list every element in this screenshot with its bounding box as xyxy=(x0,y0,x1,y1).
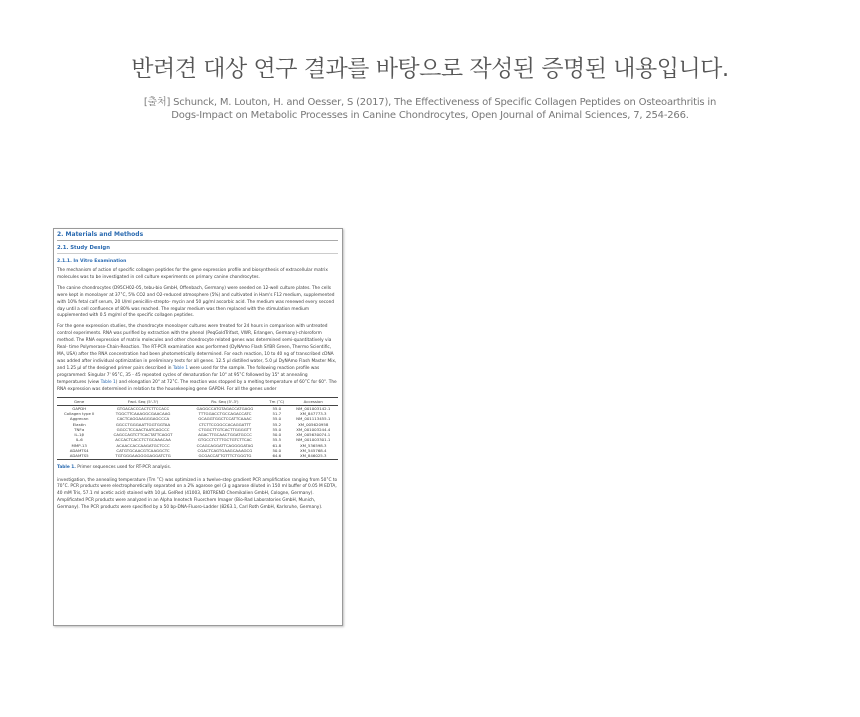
table-caption-text: Primer sequences used for RT-PCR analysis. xyxy=(75,464,172,470)
table-cell: IL-6 xyxy=(75,437,83,443)
table-cell: GTGACACCCACTCTTCCACC xyxy=(116,405,170,411)
table-cell: TNFα xyxy=(74,426,85,432)
paper-paragraph-3-part-b: were used for the sample. The following reaction profile was programmed: Singular 7' 95˚C, 35 - 45 repeated cycles of denaturation for 10" at 95˚C followed by 15" at annealing temperatures (view xyxy=(57,365,320,385)
table-cell: GAGGCCATGTAGACCATGAGG xyxy=(196,405,254,411)
table-cell: 61.8 xyxy=(272,442,282,448)
table-cell: XM_545768.4 xyxy=(299,448,327,454)
table-cell: GCAGGTGGCTCCATTCAAAC xyxy=(198,416,252,422)
table-cell: 50.0 xyxy=(272,448,282,454)
table-cell: TTTGGACCTGCCAGACCATC xyxy=(198,411,252,416)
paper-excerpt-image xyxy=(53,228,343,626)
table-cell: MMP-13 xyxy=(71,442,87,448)
table-caption-label: Table 1. xyxy=(57,464,76,470)
table-cell: NM_001003142.1 xyxy=(296,405,331,411)
table-1-link[interactable]: Table 1 xyxy=(100,379,116,385)
table-cell: CACTCAGGAAGGGAGCCCA xyxy=(116,416,170,422)
table-header-cell: Rv. Seq (5'-3') xyxy=(185,398,265,405)
table-cell: XM_005630074.1 xyxy=(296,432,331,438)
table-cell: Elastin xyxy=(72,421,86,427)
table-cell: CAGCCAGTCTTCACTATTCAGGT xyxy=(113,432,173,438)
table-cell: CTGGCTTGTCACTTGGGGTT xyxy=(198,426,252,432)
table-cell: TGGCTTCAAAGGCGAACAAG xyxy=(115,411,171,416)
paper-paragraph-3-part-c: ) and elongation 20" at 72˚C. The reaction was stopped by a melting temperature of 60˚C for 60". The RNA expression was determined in relation to the housekeeping gene GAPDH. For all the genes under xyxy=(57,379,337,392)
paper-paragraph-4: investigation, the annealing temperature (Tm ˚C) was optimized in a twelve-step gradient PCR amplification ranging from 50˚C to 70˚C. PCR products were electrophoretically separated on a 2% agarose gel (3 g agarose diluted in 150 ml buffer of 0.05 M EDTA, 40 mM Tris, 57.1 ml acetic acid) stained with 10 µL GelRed (41003, BIOTREND Chemikalien GmbH, Cologne, Germany). Amplificated PCR products were analyzed in an Alpha Innotech Fluorchem Imager (Bio-Rad Laboratories GmbH, Munich, Germany). The PCR products were specified by a 50 bp-DNA-Fluoro-Ladder (8263.1, Carl Roth GmbH, Karlsruhe, Germany). xyxy=(57,477,338,511)
table-header-cell: Accession xyxy=(288,398,338,405)
paper-paragraph-3 xyxy=(57,324,338,393)
table-cell: CGACTCAGTGAAGCAAAGCG xyxy=(197,448,253,454)
table-cell: AGACTTGCAACTGGATGCCC xyxy=(198,432,252,438)
table-cell: GTGCCTCTTTGCTGTCTTCAC xyxy=(197,437,252,443)
table-cell: 64.6 xyxy=(265,453,288,459)
table-header-cell: Fwd. Seq (5'-3') xyxy=(101,398,184,405)
page-headline: 반려견 대상 연구 결과를 바탕으로 작성된 증명된 내용입니다. xyxy=(131,56,729,82)
table-cell: 51.7 xyxy=(272,411,282,416)
table-row xyxy=(57,453,338,459)
table-header-cell: Gene xyxy=(57,398,101,405)
table-cell: NM_001003301.1 xyxy=(296,437,331,443)
table-cell: 55.5 xyxy=(272,437,282,443)
table-cell: 55.0 xyxy=(272,416,282,422)
source-line-1: [출처] Schunck, M. Louton, H. and Oesser, S (2017), The Effectiveness of Specific Collagen Peptides on Osteoarthritis in xyxy=(143,97,717,108)
table-cell: ACCACTCACCTCTGCAAACAA xyxy=(115,437,171,443)
table-cell: TGTGGGAAGGGGAGGATCTG xyxy=(101,453,184,459)
paper-subsubsection-title: 2.1.1. In Vitro Examination xyxy=(57,259,127,264)
primer-table xyxy=(57,397,338,459)
table-1-link[interactable]: Table 1 xyxy=(172,365,189,371)
table-cell: CATGTGCAACGTCAAGGCTC xyxy=(116,448,170,454)
table-cell: CCAGCAGGATTCAGGGGATAG xyxy=(196,442,254,448)
table-cell: 55.0 xyxy=(272,426,282,432)
table-cell: ADAMTS5 xyxy=(57,453,101,459)
table-cell: GAPDH xyxy=(72,405,87,411)
table-cell: CTCTTCCGGCCACAGGATTT xyxy=(198,421,252,427)
paper-section-title: 2. Materials and Methods xyxy=(57,231,338,241)
table-cell: Aggrecan xyxy=(69,416,89,422)
table-cell: GGCCTCCAACTAATCAGCCC xyxy=(116,426,170,432)
table-cell: XM_005620958 xyxy=(298,421,329,427)
table-cell: ADAMTS4 xyxy=(69,448,89,454)
paper-paragraph-3-part-a: For the gene expression studies, the chondrocyte monolayer cultures were treated for 24 hours in comparison with untreated control experiments. RNA was purified by extraction with the phenol (PeqGoldTrifast, VWR, Erlangen, Germany)-chloroform method. The RNA expression of matrix molecules and other chondrocyte related genes was determined semi-quantitatively via Real- time Polymerase-Chain-Reaction. The RT-PCR examination was performed (DyNAmo Flash SYBR Green, Thermo Scientific, MA, USA) after the RNA concentration had been photometrically determined. For each reaction, 10 to 40 ng of transcribed cDNA was added after individual optimization in preliminary tests for all genes. 12.5 µl distilled water, 5.0 µl DyNAmo Flash Master Mix, and 1.25 µl of the designed primer pairs described in xyxy=(57,324,337,371)
primer-table-header xyxy=(57,398,338,405)
table-cell: Collagen type II xyxy=(63,411,95,416)
table-cell: XM_001003244.4 xyxy=(296,426,331,432)
table-cell: IL-1β xyxy=(74,432,84,438)
table-cell: 55.0 xyxy=(272,405,282,411)
table-cell: 55.2 xyxy=(272,421,282,427)
table-cell: GCGACCATTGTTTCTGGGTG xyxy=(185,453,265,459)
paper-subsection-title: 2.1. Study Design xyxy=(57,245,338,254)
source-citation xyxy=(130,96,730,122)
table-cell: XM_536598.3 xyxy=(299,442,327,448)
source-line-2: Dogs-Impact on Metabolic Processes in Canine Chondrocytes, Open Journal of Animal Sciences, 7, 254-266. xyxy=(171,110,689,121)
table-cell: XM_847773.3 xyxy=(299,411,327,416)
paper-paragraph-1: The mechanism of action of specific collagen peptides for the gene expression profile and biosynthesis of extracellular matrix molecules was to be investigated in cell culture experiments on primary canine chondrocytes. xyxy=(57,268,328,280)
paper-paragraph-2: The canine chondrocytes (D95CH02-05, tebu-bio GmbH, Offenbach, Germany) were seeded on 12-well culture plates. The cells were kept in monolayer at 37˚C, 5% CO2 and O2-reduced atmosphere (5%) and cultivated in Ham's F12 medium, supplemented with 10% fetal calf serum, 20 U/ml penicillin-strepto- mycin and 50 µg/ml ascorbic acid. The medium was renewed every second day until a cell confluence of 80% was reached. The regular medium was then replaced with the stimulation medium supplemented with 0.5 mg/ml of the specific collagen peptides. xyxy=(57,285,335,319)
table-caption xyxy=(57,465,338,472)
table-cell: GGCCTGGGAATTGGTGGTAA xyxy=(115,421,171,427)
table-cell: 50.0 xyxy=(272,432,282,438)
table-cell: ACAACCACCAAGATGCTCCC xyxy=(116,442,170,448)
table-cell: XM_846025.3 xyxy=(288,453,338,459)
table-cell: NM_001113455.1 xyxy=(296,416,331,422)
table-header-cell: Tm (˚C) xyxy=(265,398,288,405)
